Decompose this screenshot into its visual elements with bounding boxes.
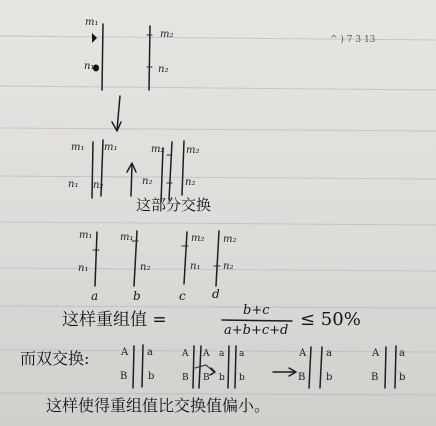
fraction-bar (222, 320, 292, 321)
caption-a: a (91, 289, 99, 303)
g1-lower-B: B (120, 371, 128, 382)
g4-lower-b: b (399, 372, 406, 383)
caption-c: c (179, 289, 186, 303)
g2-upper-A2: A (203, 349, 210, 359)
exchange-note: 这部分交换 (136, 196, 212, 214)
formula-prefix: 这样重组值 = (62, 310, 167, 330)
label-four-upper-b: m₁ (120, 232, 134, 243)
label-mid-6: m₂ (186, 145, 200, 156)
label-four-lower-c: n₁ (190, 261, 201, 272)
label-mid-2: m₁ (104, 142, 118, 153)
g2-lower-b2: b (239, 373, 245, 383)
locus-marker-upper (92, 33, 97, 43)
double-exchange-title: 而双交换: (20, 349, 90, 368)
caption-b: b (133, 289, 141, 303)
g2-lower-b1: b (219, 373, 225, 383)
label-mid-8: n₂ (185, 177, 196, 188)
g2-upper-A1: A (182, 349, 189, 359)
label-four-upper-c: m₂ (191, 233, 205, 244)
conclusion-text: 这样使得重组值比交换值偏小。 (46, 396, 271, 415)
formula-denominator: a+b+c+d (224, 323, 289, 338)
label-four-lower-d: n₂ (223, 261, 234, 272)
caption-d: d (212, 287, 220, 301)
g4-lower-B: B (371, 372, 379, 383)
g4-upper-a: a (399, 348, 405, 359)
label-m1-top: m₁ (85, 17, 99, 28)
label-m2-top: m₂ (160, 29, 174, 40)
g3-upper-A: A (299, 348, 307, 359)
g1-upper-a: a (147, 347, 153, 358)
label-mid-3: n₁ (68, 179, 79, 190)
label-mid-5: m₂ (151, 144, 165, 155)
g1-upper-A: A (121, 347, 129, 358)
formula-numerator: b+c (243, 303, 270, 318)
g3-upper-a: a (326, 348, 332, 359)
label-mid-1: m₁ (71, 142, 85, 153)
label-mid-7: n₂ (142, 176, 153, 187)
g4-upper-A: A (372, 348, 380, 359)
label-four-lower-a: n₁ (78, 263, 89, 274)
formula-suffix: ≤ 50% (300, 309, 361, 330)
g2-upper-a2: a (239, 349, 245, 359)
label-n2-top: n₂ (158, 64, 169, 75)
label-four-upper-d: m₂ (223, 234, 237, 245)
arrow-down (112, 96, 121, 131)
margin-note: ^ ) 7 3 13 (330, 35, 376, 45)
label-n1-top: n₁ (84, 61, 95, 72)
g3-lower-b: b (326, 372, 333, 383)
label-four-upper-a: m₁ (79, 230, 93, 241)
g3-lower-B: B (298, 372, 306, 383)
g2-upper-a1: a (219, 349, 225, 359)
label-mid-4: n₂ (93, 180, 104, 191)
ruled-lines (0, 36, 436, 395)
label-four-lower-b: n₂ (140, 262, 151, 273)
g2-lower-B1: B (182, 373, 189, 383)
g2-lower-B2: B (203, 373, 210, 383)
chromosome-pair-top (92, 24, 152, 90)
g1-lower-b: b (148, 371, 155, 382)
